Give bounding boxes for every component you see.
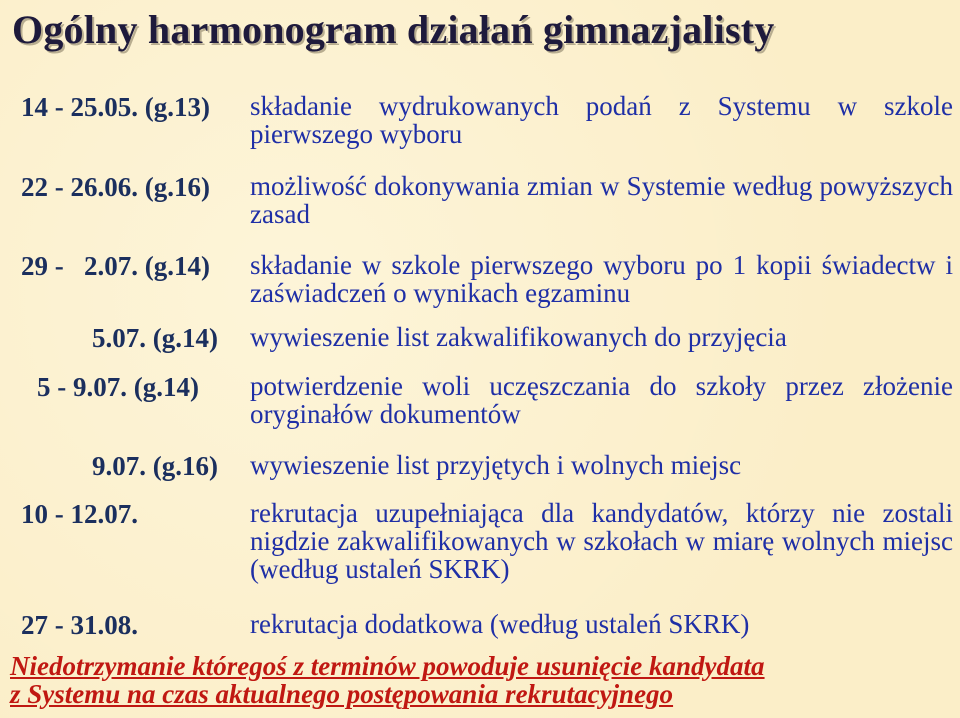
schedule-date: 14 - 25.05. (g.13) (21, 92, 210, 122)
schedule-description: potwierdzenie woli uczęszczania do szkoły przez złożenie oryginałów dokumentów (250, 371, 953, 429)
schedule-date: 29 - 2.07. (g.14) (21, 251, 210, 281)
schedule-date: 10 - 12.07. (21, 499, 138, 529)
warning-line-2: z Systemu na czas aktualnego postępowania rekrutacyjnego (10, 679, 674, 709)
schedule-description: składanie wydrukowanych podań z Systemu w szkole pierwszego wyboru (250, 91, 953, 149)
schedule-description: wywieszenie list przyjętych i wolnych miejsc (250, 450, 742, 480)
schedule-description: rekrutacja dodatkowa (według ustaleń SKRK) (250, 609, 750, 639)
warning-line-1: Niedotrzymanie któregoś z terminów powoduje usunięcie kandydata (10, 651, 765, 681)
schedule-date: 22 - 26.06. (g.16) (21, 172, 210, 202)
schedule-date: 9.07. (g.16) (92, 451, 218, 481)
schedule-description: możliwość dokonywania zmian w Systemie według powyższych zasad (250, 171, 953, 229)
schedule-description: rekrutacja uzupełniająca dla kandydatów, którzy nie zostali nigdzie zakwalifikowanych w szkołach w miarę wolnych miejsc (według ustaleń SKRK) (250, 498, 953, 584)
schedule-date: 5.07. (g.14) (92, 323, 218, 353)
schedule-description: wywieszenie list zakwalifikowanych do przyjęcia (250, 322, 787, 352)
schedule-date: 5 - 9.07. (g.14) (37, 372, 199, 402)
schedule-date: 27 - 31.08. (21, 610, 138, 640)
page-title: Ogólny harmonogram działań gimnazjalisty (12, 7, 775, 52)
schedule-description: składanie w szkole pierwszego wyboru po 1 kopii świadectw i zaświadczeń o wynikach egzaminu (250, 250, 953, 308)
warning-note (10, 652, 950, 708)
